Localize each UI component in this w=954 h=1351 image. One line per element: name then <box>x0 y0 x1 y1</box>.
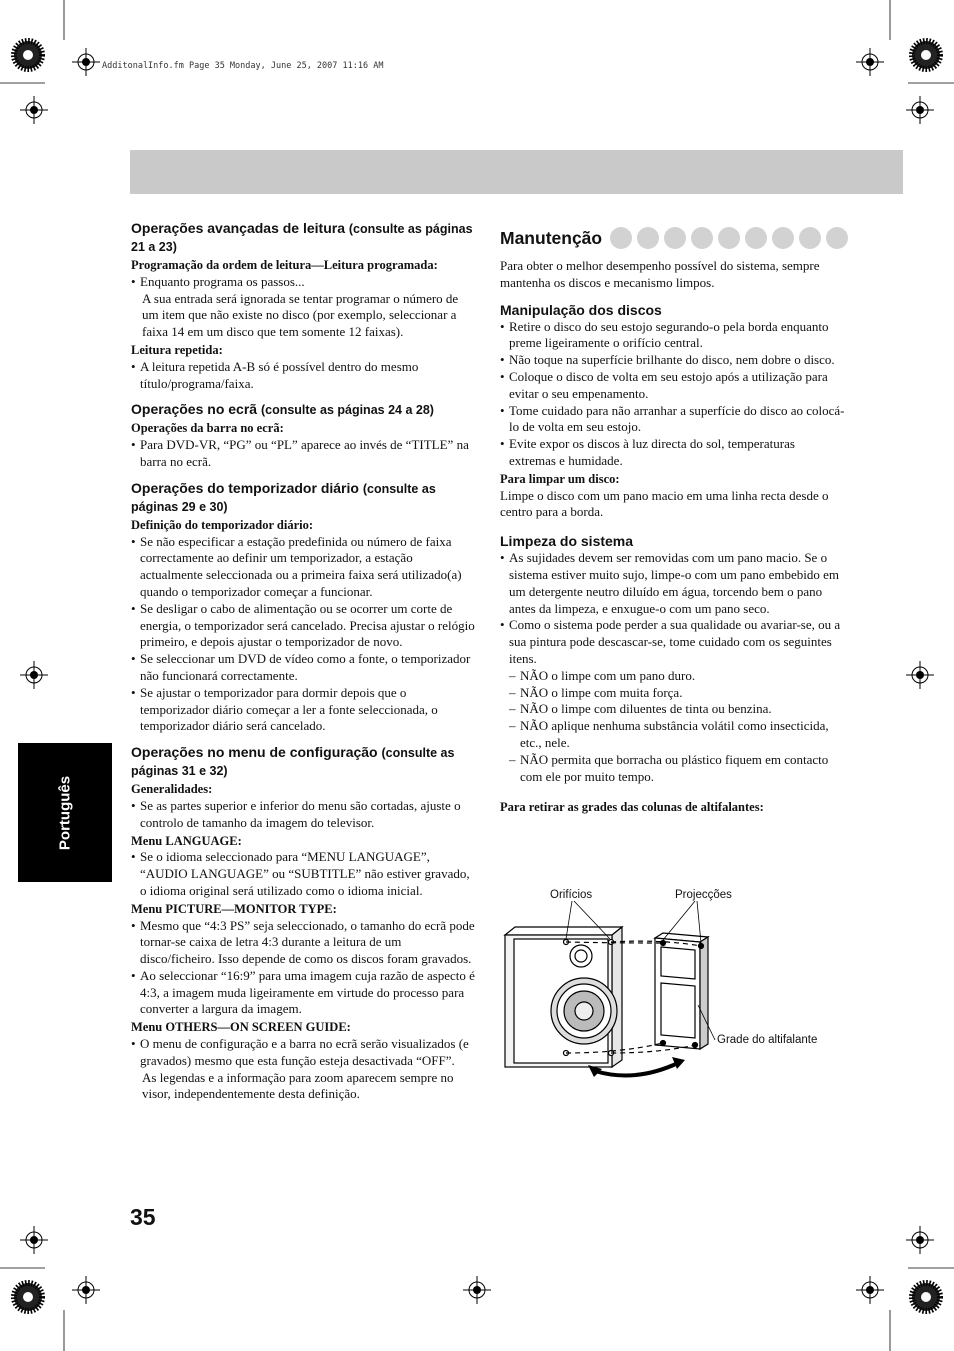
section-heading: Operações do temporizador diário (consulte as páginas 29 e 30) <box>131 479 436 514</box>
list-item: • Ao seleccionar “16:9” para uma imagem cuja razão de aspecto é 4:3, a imagem muda ligeiramente em virtude do processo para converter a largura da imagem. <box>131 968 476 1018</box>
dash-list <box>500 668 845 786</box>
list-item: • Se as partes superior e inferior do menu são cortadas, ajuste o controlo de tamanho da imagem do televisor. <box>131 798 476 832</box>
bullet-list <box>131 359 476 393</box>
list-item: • Como o sistema pode perder a sua qualidade ou avariar-se, ou a sua pintura pode descascar-se, tome cuidado com os seguintes itens. <box>500 617 845 667</box>
paragraph: A sua entrada será ignorada se tentar programar o número de um item que não existe no disco (por exemplo, seleccionar a faixa 14 em um disco que tem somente 12 faixas). <box>142 290 459 340</box>
speaker-grille-figure <box>500 885 845 1085</box>
bullet-list <box>500 319 845 470</box>
file-header: AdditonalInfo.fm Page 35 Monday, June 25, 2007 11:16 AM <box>102 61 384 71</box>
intro-paragraph: Para obter o melhor desempenho possível do sistema, sempre mantenha os discos e mecanismo limpos. <box>500 258 820 290</box>
maintenance-heading: Manutenção <box>500 225 845 251</box>
header-band <box>130 150 903 194</box>
section-heading: Operações no menu de configuração (consulte as páginas 31 e 32) <box>131 744 455 779</box>
bullet-list <box>131 274 476 291</box>
list-item: • Se seleccionar um DVD de vídeo como a fonte, o temporizador não funcionará correctamente. <box>131 651 476 685</box>
list-item: – NÃO aplique nenhuma substância volátil como insecticida, etc., nele. <box>509 718 845 752</box>
subheading: Menu PICTURE—MONITOR TYPE: <box>131 901 337 916</box>
right-column <box>500 225 845 816</box>
bullet-list <box>131 1036 476 1070</box>
subheading: Programação da ordem de leitura—Leitura programada: <box>131 258 438 272</box>
subheading: Generalidades: <box>131 782 213 797</box>
bullet-list <box>131 534 476 736</box>
list-item: • Retire o disco do seu estojo segurando-o pela borda enquanto preme ligeiramente o orifício central. <box>500 319 845 353</box>
label-grille: Grade do altifalante <box>717 1034 818 1046</box>
language-tab <box>18 743 112 882</box>
list-item: • A leitura repetida A-B só é possível dentro do mesmo título/programa/faixa. <box>131 359 476 393</box>
bullet-list <box>131 798 476 832</box>
subheading: Menu OTHERS—ON SCREEN GUIDE: <box>131 1020 351 1035</box>
label-pins: Projecções <box>675 889 732 901</box>
list-item: – NÃO o limpe com um pano duro. <box>509 668 845 685</box>
list-item: • O menu de configuração e a barra no ecrã serão visualizados (e gravados) mesmo que esta função esteja desactivada “OFF”. <box>131 1036 476 1070</box>
list-item: • Coloque o disco de volta em seu estojo após a utilização para evitar o seu empenamento. <box>500 369 845 403</box>
list-item: • Se desligar o cabo de alimentação ou se ocorrer um corte de energia, o temporizador será cancelado. Precisa ajustar o relógio primeiro, e depois ajustar o temporizador de novo. <box>131 601 476 651</box>
figure-caption: Para retirar as grades das colunas de altifalantes: <box>500 800 764 815</box>
bullet-list <box>500 550 845 668</box>
list-item: • Evite expor os discos à luz directa do sol, temperaturas extremas e humidade. <box>500 436 845 470</box>
list-item: • Enquanto programa os passos... <box>131 274 476 291</box>
bullet-list <box>131 849 476 899</box>
paragraph: Limpe o disco com um pano macio em uma linha recta desde o centro para a borda. <box>500 487 829 520</box>
list-item: • Mesmo que “4:3 PS” seja seleccionado, o tamanho do ecrã pode tornar-se caixa de letra 4:3 durante a leitura de um disco/ficheiro. Isso depende de como os discos foram gravados. <box>131 918 476 968</box>
speaker-illustration <box>500 885 845 1085</box>
list-item: • Se ajustar o temporizador para dormir depois que o temporizador diário começar a ler a fonte seleccionada, o temporizador diário será cancelado. <box>131 685 476 735</box>
list-item: – NÃO o limpe com diluentes de tinta ou benzina. <box>509 701 845 718</box>
list-item: • Não toque na superfície brilhante do disco, nem dobre o disco. <box>500 352 845 369</box>
subheading: Para limpar um disco: <box>500 471 620 486</box>
section-heading: Operações no ecrã (consulte as páginas 24 a 28) <box>131 401 434 418</box>
paragraph: As legendas e a informação para zoom aparecem sempre no visor, independentemente desta definição. <box>142 1069 454 1102</box>
subheading: Menu LANGUAGE: <box>131 833 242 848</box>
subheading: Definição do temporizador diário: <box>131 517 314 532</box>
list-item: – NÃO o limpe com muita força. <box>509 685 845 702</box>
left-column <box>131 220 476 1103</box>
list-item: – NÃO permita que borracha ou plástico fiquem em contacto com ele por muito tempo. <box>509 752 845 786</box>
section-heading: Manipulação dos discos <box>500 301 662 318</box>
language-label: Português <box>56 775 74 851</box>
list-item: • As sujidades devem ser removidas com um pano macio. Se o sistema estiver muito sujo, limpe-o com um pano embebido em um detergente neutro diluído em água, torcendo bem o pano antes da limpeza, e enxugue-o com um pano seco. <box>500 550 845 617</box>
list-item: • Se o idioma seleccionado para “MENU LANGUAGE”, “AUDIO LANGUAGE” ou “SUBTITLE” não estiver gravado, o idioma original será utilizado como o idioma inicial. <box>131 849 476 899</box>
section-heading: Limpeza do sistema <box>500 533 634 550</box>
list-item: • Se não especificar a estação predefinida ou número de faixa correctamente ao definir um temporizador, a estação actualmente seleccionada ou a primeira faixa será utilizado(a) quando o temporizador começar a funcionar. <box>131 534 476 601</box>
list-item: • Para DVD-VR, “PG” ou “PL” aparece ao invés de “TITLE” na barra no ecrã. <box>131 437 476 471</box>
page-number: 35 <box>130 1204 156 1230</box>
decorative-dots <box>610 227 848 249</box>
bullet-list <box>131 437 476 471</box>
bullet-list <box>131 918 476 1019</box>
section-heading: Operações avançadas de leitura (consulte as páginas 21 a 23) <box>131 220 473 254</box>
subheading: Operações da barra no ecrã: <box>131 421 284 436</box>
subheading: Leitura repetida: <box>131 342 223 357</box>
label-holes: Orifícios <box>550 889 593 901</box>
list-item: • Tome cuidado para não arranhar a superfície do disco ao colocá-lo de volta em seu estojo. <box>500 403 845 437</box>
